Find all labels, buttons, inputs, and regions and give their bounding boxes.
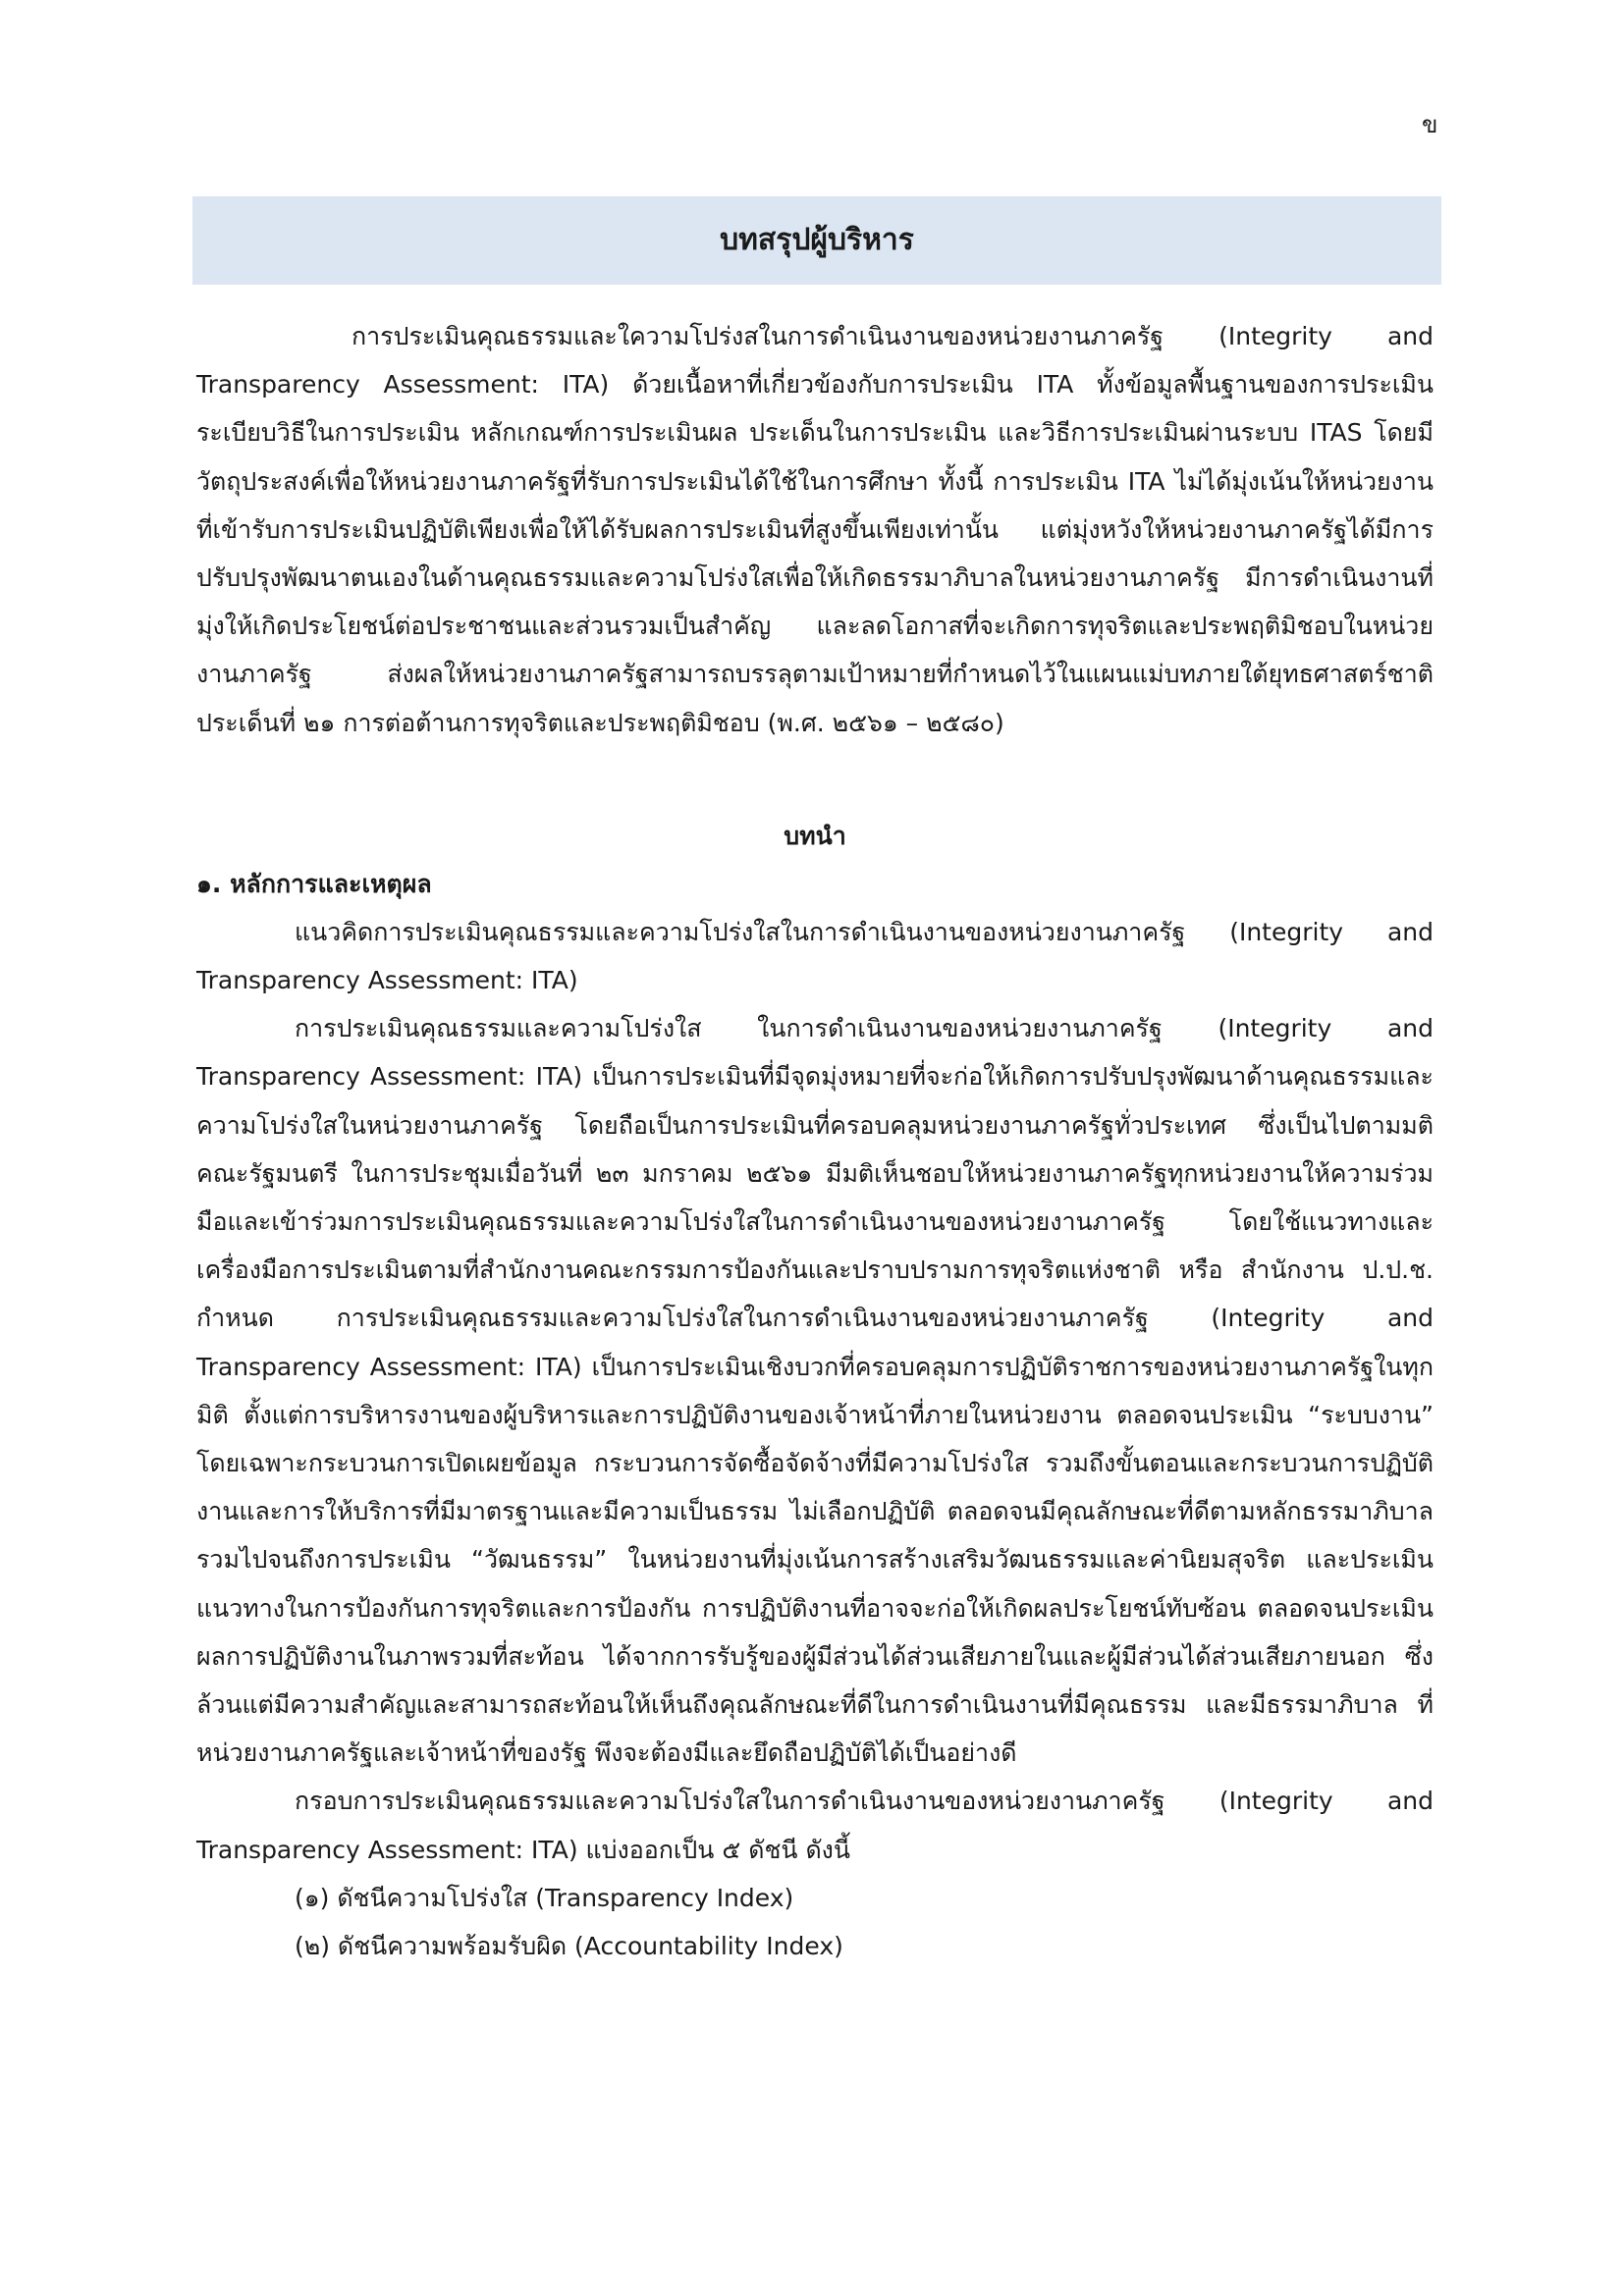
page-number: ข — [1422, 111, 1438, 138]
summary-paragraph: การประเมินคุณธรรมและใความโปร่งสในการดำเนินงานของหน่วยงานภาครัฐ (Integrity and Transparency Assessment: ITA) ด้วยเนื้อหาที่เกี่ยวข้องกับการประเมิน ITA ทั้งข้อมูลพื้นฐานของการประเมิน ระเบียบวิธีในการประเมิน หลักเกณฑ์การประเมินผล ประเด็นในการประเมิน และวิธีการประเมินผ่านระบบ ITAS โดยมีวัตถุประสงค์เพื่อให้หน่วยงานภาครัฐที่รับการประเมินได้ใช้ในการศึกษา ทั้งนี้ การประเมิน ITA ไม่ได้มุ่งเน้นให้หน่วยงานที่เข้ารับการประเมินปฏิบัติเพียงเพื่อให้ได้รับผลการประเมินที่สูงขึ้นเพียงเท่านั้น แต่มุ่งหวังให้หน่วยงานภาครัฐได้มีการปรับปรุงพัฒนาตนเองในด้านคุณธรรมและความโปร่งใสเพื่อให้เกิดธรรมาภิบาลในหน่วยงานภาครัฐ มีการดำเนินงานที่มุ่งให้เกิดประโยชน์ต่อประชาชนและส่วนรวมเป็นสำคัญ และลดโอกาสที่จะเกิดการทุจริตและประพฤติมิชอบในหน่วยงานภาครัฐ ส่งผลให้หน่วยงานภาครัฐสามารถบรรลุตามเป้าหมายที่กำหนดไว้ในแผนแม่บทภายใต้ยุทธศาสตร์ชาติ ประเด็นที่ ๒๑ การต่อต้านการทุจริตและประพฤติมิชอบ (พ.ศ. ๒๕๖๑ – ๒๕๘๐) — [196, 322, 1434, 737]
intro-paragraph-3: กรอบการประเมินคุณธรรมและความโปร่งใสในการดำเนินงานของหน่วยงานภาครัฐ (Integrity and Transparency Assessment: ITA) แบ่งออกเป็น ๕ ดัชนี ดังนี้ — [196, 1787, 1434, 1864]
document-body — [196, 312, 1434, 1970]
introduction-heading: บทนำ — [784, 821, 846, 850]
index-list-item: (๑) ดัชนีความโปร่งใส (Transparency Index) — [295, 1883, 794, 1912]
section-1-heading: ๑. หลักการและเหตุผล — [196, 869, 432, 898]
title-banner — [192, 196, 1441, 285]
intro-paragraph-2: การประเมินคุณธรรมและความโปร่งใส ในการดำเนินงานของหน่วยงานภาครัฐ (Integrity and Transparency Assessment: ITA) เป็นการประเมินที่มีจุดมุ่งหมายที่จะก่อให้เกิดการปรับปรุงพัฒนาด้านคุณธรรมและความโปร่งใสในหน่วยงานภาครัฐ โดยถือเป็นการประเมินที่ครอบคลุมหน่วยงานภาครัฐทั่วประเทศ ซึ่งเป็นไปตามมติคณะรัฐมนตรี ในการประชุมเมื่อวันที่ ๒๓ มกราคม ๒๕๖๑ มีมติเห็นชอบให้หน่วยงานภาครัฐทุกหน่วยงานให้ความร่วมมือและเข้าร่วมการประเมินคุณธรรมและความโปร่งใสในการดำเนินงานของหน่วยงานภาครัฐ โดยใช้แนวทางและเครื่องมือการประเมินตามที่สำนักงานคณะกรรมการป้องกันและปราบปรามการทุจริตแห่งชาติ หรือ สำนักงาน ป.ป.ช. กำหนด การประเมินคุณธรรมและความโปร่งใสในการดำเนินงานของหน่วยงานภาครัฐ (Integrity and Transparency Assessment: ITA) เป็นการประเมินเชิงบวกที่ครอบคลุมการปฏิบัติราชการของหน่วยงานภาครัฐในทุกมิติ ตั้งแต่การบริหารงานของผู้บริหารและการปฏิบัติงานของเจ้าหน้าที่ภายในหน่วยงาน ตลอดจนประเมิน “ระบบงาน” โดยเฉพาะกระบวนการเปิดเผยข้อมูล กระบวนการจัดซื้อจัดจ้างที่มีความโปร่งใส รวมถึงขั้นตอนและกระบวนการปฏิบัติงานและการให้บริการที่มีมาตรฐานและมีความเป็นธรรม ไม่เลือกปฏิบัติ ตลอดจนมีคุณลักษณะที่ดีตามหลักธรรมาภิบาล รวมไปจนถึงการประเมิน “วัฒนธรรม” ในหน่วยงานที่มุ่งเน้นการสร้างเสริมวัฒนธรรมและค่านิยมสุจริต และประเมินแนวทางในการป้องกันการทุจริตและการป้องกัน การปฏิบัติงานที่อาจจะก่อให้เกิดผลประโยชน์ทับซ้อน ตลอดจนประเมินผลการปฏิบัติงานในภาพรวมที่สะท้อน ได้จากการรับรู้ของผู้มีส่วนได้ส่วนเสียภายในและผู้มีส่วนได้ส่วนเสียภายนอก ซึ่งล้วนแต่มีความสำคัญและสามารถสะท้อนให้เห็นถึงคุณลักษณะที่ดีในการดำเนินงานที่มีคุณธรรม และมีธรรมาภิบาล ที่หน่วยงานภาครัฐและเจ้าหน้าที่ของรัฐ พึงจะต้องมีและยึดถือปฏิบัติได้เป็นอย่างดี — [196, 1014, 1434, 1768]
index-list-item: (๒) ดัชนีความพร้อมรับผิด (Accountability Index) — [295, 1932, 843, 1961]
page-title: บทสรุปผู้บริหาร — [720, 223, 914, 257]
intro-paragraph-1: แนวคิดการประเมินคุณธรรมและความโปร่งใสในการดำเนินงานของหน่วยงานภาครัฐ (Integrity and Transparency Assessment: ITA) — [196, 917, 1434, 995]
